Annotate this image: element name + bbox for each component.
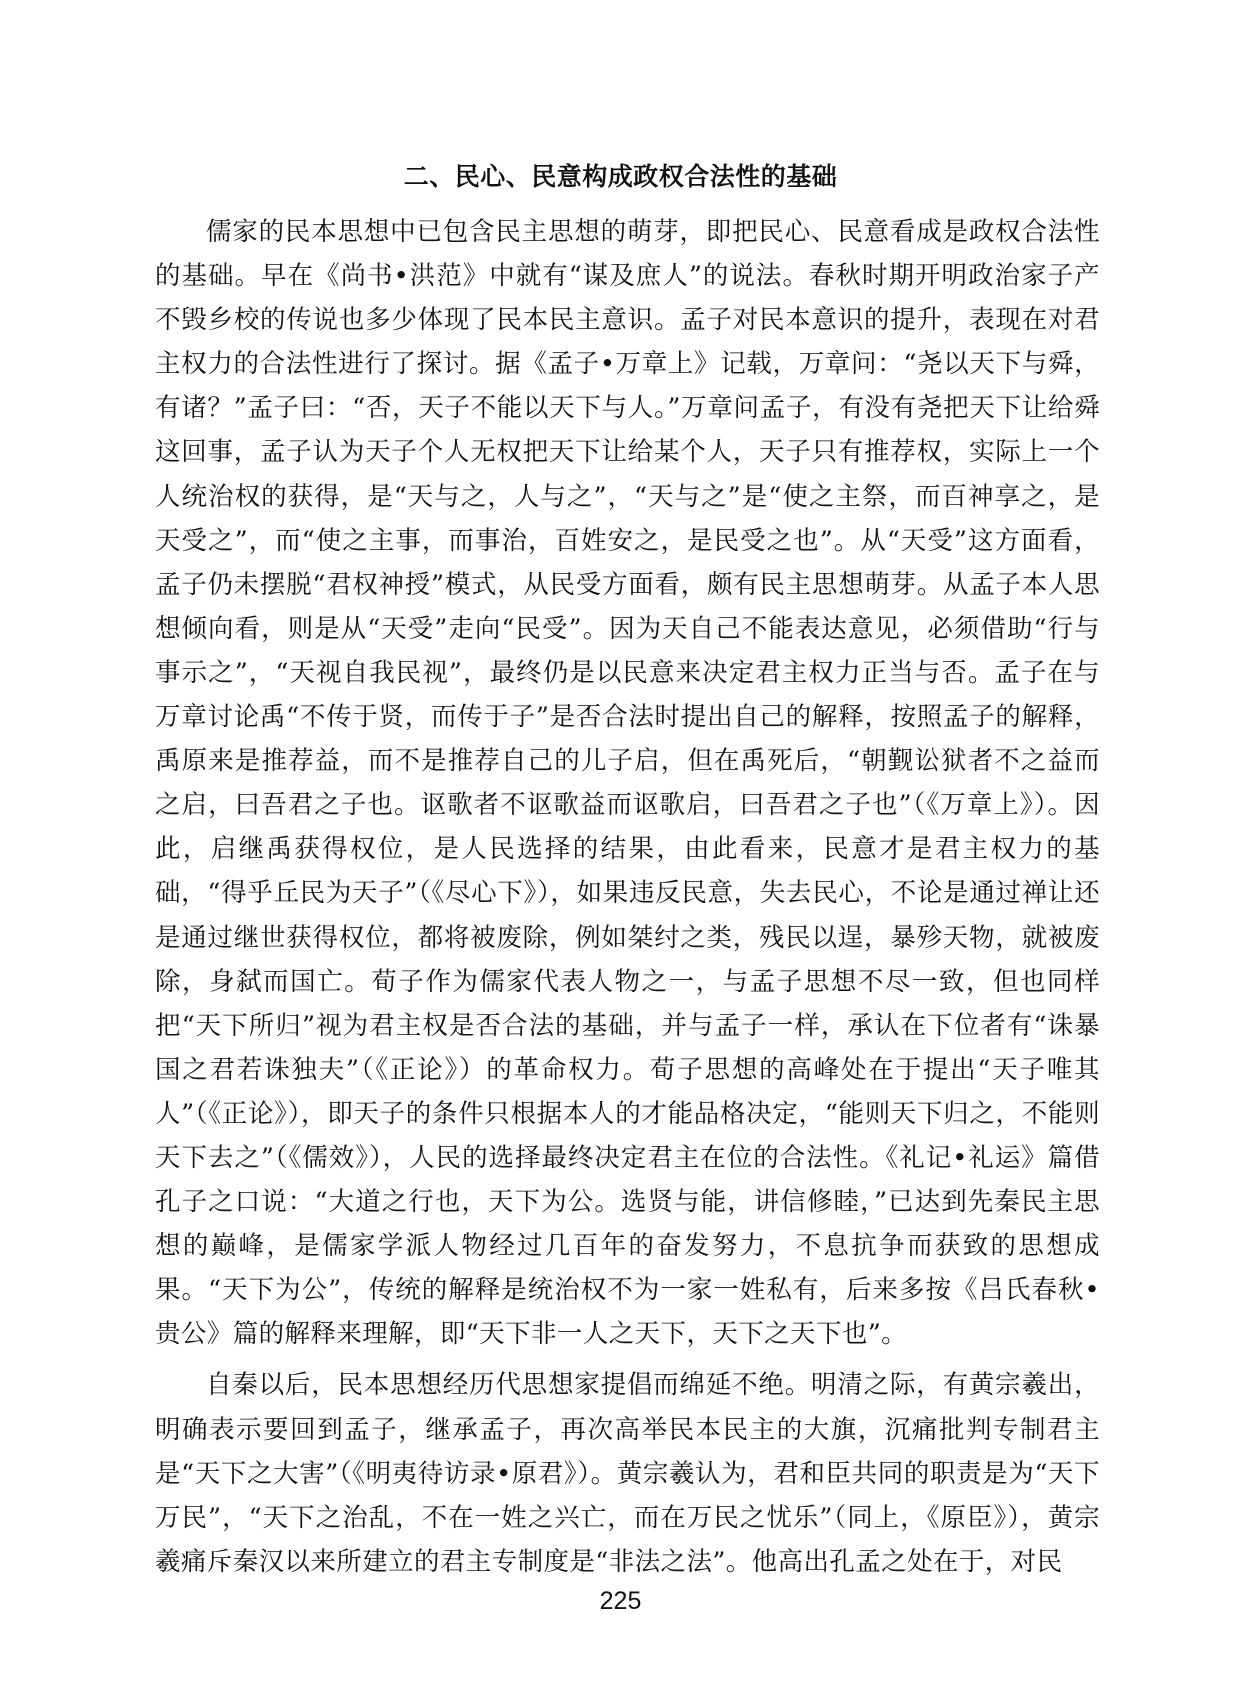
page-number: 225 [599, 1587, 642, 1615]
paragraph-1: 儒家的民本思想中已包含民主思想的萌芽，即把民心、民意看成是政权合法性的基础。早在《尚书•洪范》中就有“谋及庶人”的说法。春秋时期开明政治家子产不毁乡校的传说也多少体现了民本民主意识。孟子对民本意识的提升，表现在对君主权力的合法性进行了探讨。据《孟子•万章上》记载，万章问：“尧以天下与舜，有诸？”孟子曰：“否，天子不能以天下与人。”万章问孟子，有没有尧把天下让给舜这回事，孟子认为天子个人无权把天下让给某个人，天子只有推荐权，实际上一个人统治权的获得，是“天与之，人与之”，“天与之”是“使之主祭，而百神享之，是天受之”，而“使之主事，而事治，百姓安之，是民受之也”。从“天受”这方面看，孟子仍未摆脱“君权神授”模式，从民受方面看，颇有民主思想萌芽。从孟子本人思想倾向看，则是从“天受”走向“民受”。因为天自己不能表达意见，必须借助“行与事示之”，“天视自我民视”，最终仍是以民意来决定君主权力正当与否。孟子在与万章讨论禹“不传于贤，而传于子”是否合法时提出自己的解释，按照孟子的解释，禹原来是推荐益，而不是推荐自己的儿子启，但在禹死后，“朝觐讼狱者不之益而之启，曰吾君之子也。讴歌者不讴歌益而讴歌启，曰吾君之子也”（《万章上》）。因此，启继禹获得权位，是人民选择的结果，由此看来，民意才是君主权力的基础，“得乎丘民为天子”（《尽心下》），如果违反民意，失去民心，不论是通过禅让还是通过继世获得权位，都将被废除，例如桀纣之类，残民以逞，暴殄天物，就被废除，身弑而国亡。荀子作为儒家代表人物之一，与孟子思想不尽一致，但也同样把“天下所归”视为君主权是否合法的基础，并与孟子一样，承认在下位者有“诛暴国之君若诛独夫”（《正论》）的革命权力。荀子思想的高峰处在于提出“天子唯其人”（《正论》），即天子的条件只根据本人的才能品格决定，“能则天下归之，不能则天下去之”（《儒效》），人民的选择最终决定君主在位的合法性。《礼记•礼运》篇借孔子之口说：“大道之行也，天下为公。选贤与能，讲信修睦，”已达到先秦民主思想的巅峰，是儒家学派人物经过几百年的奋发努力，不息抗争而获致的思想成果。“天下为公”，传统的解释是统治权不为一家一姓私有，后来多按《吕氏春秋•贵公》篇的解释来理解，即“天下非一人之天下，天下之天下也”。 [155, 217, 1100, 1350]
body-text [155, 210, 1100, 1584]
paragraph-2: 自秦以后，民本思想经历代思想家提倡而绵延不绝。明清之际，有黄宗羲出，明确表示要回到孟子，继承孟子，再次高举民本民主的大旗，沉痛批判专制君主是“天下之大害”（《明夷待访录•原君》）。黄宗羲认为，君和臣共同的职责是为“天下万民”，“天下之治乱，不在一姓之兴亡，而在万民之忧乐”（同上，《原臣》），黄宗羲痛斥秦汉以来所建立的君主专制度是“非法之法”。他高出孔孟之处在于，对民 [155, 1370, 1100, 1577]
section-title: 二、民心、民意构成政权合法性的基础 [403, 162, 838, 191]
